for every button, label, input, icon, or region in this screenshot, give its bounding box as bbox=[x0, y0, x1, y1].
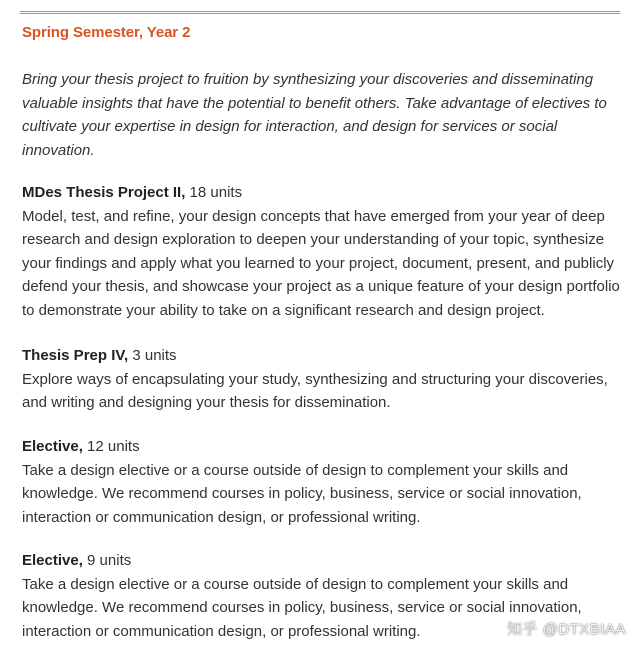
course-units: 9 units bbox=[82, 552, 132, 569]
course-title-line bbox=[22, 181, 622, 205]
course-units: 18 units bbox=[185, 184, 243, 201]
course-name: Thesis Prep IV, bbox=[22, 347, 129, 364]
watermark: 知乎 @DTXBIAA bbox=[506, 621, 626, 638]
course-name: MDes Thesis Project II, bbox=[22, 184, 186, 201]
course-description: Explore ways of encapsulating your study, synthesizing and structuring your discoveries, and writing and designing your thesis for dissemination. bbox=[22, 370, 608, 412]
course-description: Take a design elective or a course outside of design to complement your skills and knowledge. We recommend courses in policy, business, service or social innovation, interaction or communication design, or professional writing. bbox=[22, 575, 582, 640]
course-description: Take a design elective or a course outside of design to complement your skills and knowledge. We recommend courses in policy, business, service or social innovation, interaction or communication design, or professional writing. bbox=[22, 461, 582, 526]
semester-intro: Bring your thesis project to fruition by synthesizing your discoveries and disseminating valuable insights that have the potential to benefit others. Take advantage of electives to cultivate your expertise in design for interaction, and design for services or social innovation. bbox=[22, 71, 607, 159]
course-title-line bbox=[22, 549, 622, 573]
course-name: Elective, bbox=[22, 438, 83, 455]
course-elective-12 bbox=[22, 435, 622, 529]
top-divider bbox=[20, 11, 620, 14]
course-title-line bbox=[22, 435, 622, 459]
course-thesis-prep-iv bbox=[22, 344, 622, 415]
course-name: Elective, bbox=[22, 552, 83, 569]
course-units: 3 units bbox=[128, 347, 177, 364]
course-title-line bbox=[22, 344, 622, 368]
course-description: Model, test, and refine, your design concepts that have emerged from your year of deep research and design exploration to deepen your understanding of your topic, synthesize your findings and apply what you learned to your project, document, present, and publicly defend your thesis, and showcase your project as a unique feature of your design portfolio to demonstrate your ability to take on a significant research and design project. bbox=[22, 207, 620, 319]
course-units: 12 units bbox=[82, 438, 140, 455]
course-thesis-project-ii bbox=[22, 181, 622, 323]
semester-heading: Spring Semester, Year 2 bbox=[22, 24, 191, 41]
